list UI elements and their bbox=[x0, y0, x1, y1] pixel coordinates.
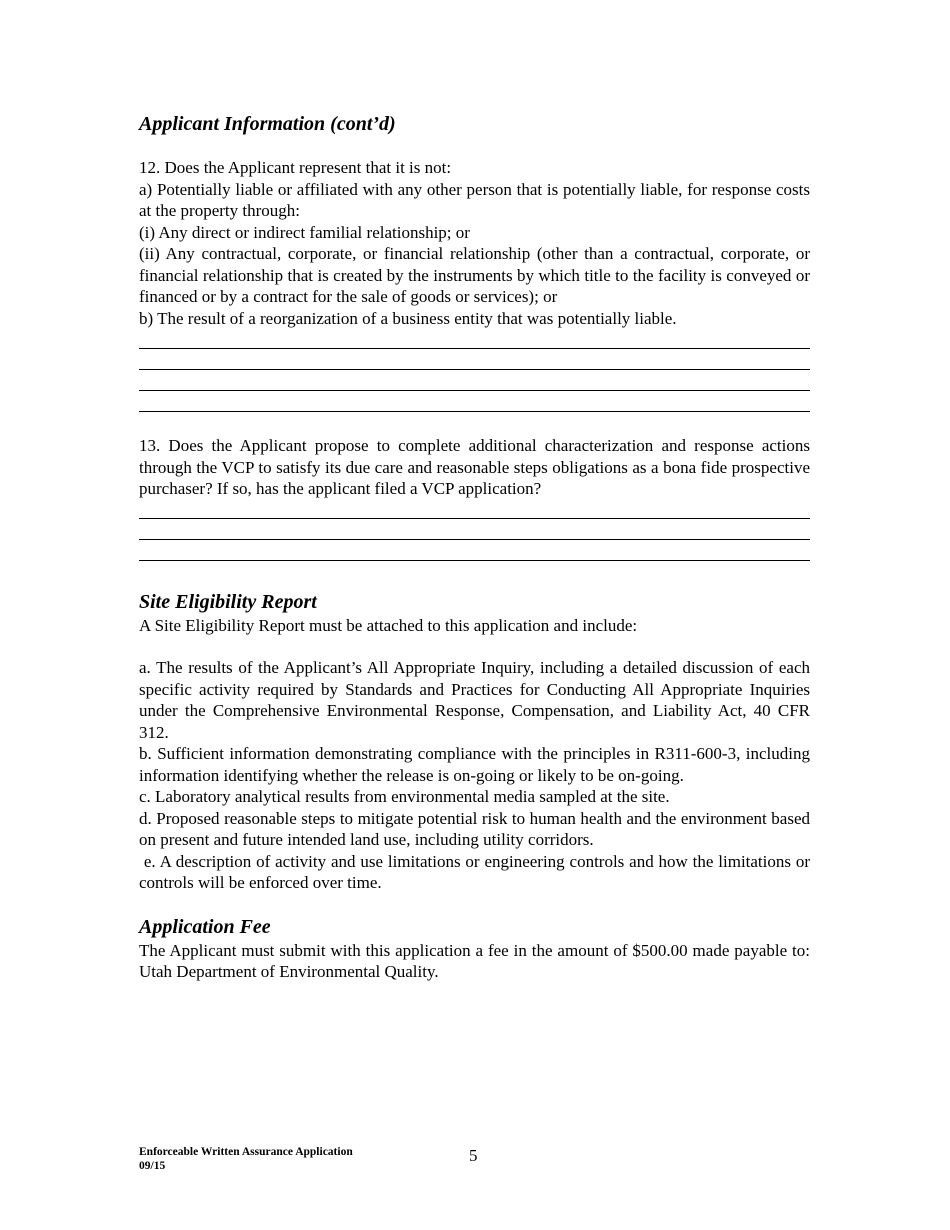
footer-title: Enforceable Written Assurance Application bbox=[139, 1146, 353, 1158]
site-eligibility-intro: A Site Eligibility Report must be attached to this application and include: bbox=[139, 615, 638, 635]
question-12-intro: 12. Does the Applicant represent that it is not: bbox=[139, 158, 452, 177]
site-eligibility-item-d: d. Proposed reasonable steps to mitigate potential risk to human health and the environment based on present and future intended land use, including utility corridors. bbox=[139, 808, 810, 849]
site-eligibility-item-b: b. Sufficient information demonstrating compliance with the principles in R311-600-3, including information identifying whether the release is on-going or likely to be on-going. bbox=[139, 744, 810, 785]
site-eligibility-item-a: a. The results of the Applicant’s All Appropriate Inquiry, including a detailed discussion of each specific activity required by Standards and Practices for Conducting All Appropriate Inquiries under the Comprehensive Environmental Response, Compensation, and Liability Act, 40 CFR 312. bbox=[139, 658, 810, 742]
section-heading-site-eligibility-report: Site Eligibility Report bbox=[139, 590, 317, 613]
page-content bbox=[139, 111, 815, 983]
question-13: 13. Does the Applicant propose to complete additional characterization and response actions through the VCP to satisfy its due care and reasonable steps obligations as a bona fide prospective purchaser? If so, has the applicant filed a VCP application? bbox=[139, 436, 810, 498]
answer-lines-12[interactable] bbox=[139, 329, 810, 412]
question-12-item-i: (i) Any direct or indirect familial relationship; or bbox=[139, 222, 470, 242]
site-eligibility-item-e: e. A description of activity and use limitations or engineering controls and how the limitations or controls will be enforced over time. bbox=[139, 851, 815, 892]
page-number: 5 bbox=[469, 1146, 478, 1165]
question-12-item-a: a) Potentially liable or affiliated with any other person that is potentially liable, for response costs at the property through: bbox=[139, 179, 810, 220]
application-fee-text: The Applicant must submit with this application a fee in the amount of $500.00 made payable to: Utah Department of Environmental Quality. bbox=[139, 940, 810, 981]
footer-date: 09/15 bbox=[139, 1160, 166, 1172]
question-12-item-b: b) The result of a reorganization of a business entity that was potentially liable. bbox=[139, 308, 677, 328]
footer-document-info bbox=[139, 1145, 353, 1173]
section-heading-applicant-information: Applicant Information (cont’d) bbox=[139, 113, 396, 135]
site-eligibility-item-c: c. Laboratory analytical results from environmental media sampled at the site. bbox=[139, 787, 670, 806]
question-12-item-ii: (ii) Any contractual, corporate, or financial relationship (other than a contractual, corporate, or financial relationship that is created by the instruments by which title to the facility is conveyed or financed or by a contract for the sale of goods or services); or bbox=[139, 244, 810, 306]
answer-lines-13[interactable] bbox=[139, 500, 810, 561]
section-heading-application-fee: Application Fee bbox=[139, 915, 271, 938]
